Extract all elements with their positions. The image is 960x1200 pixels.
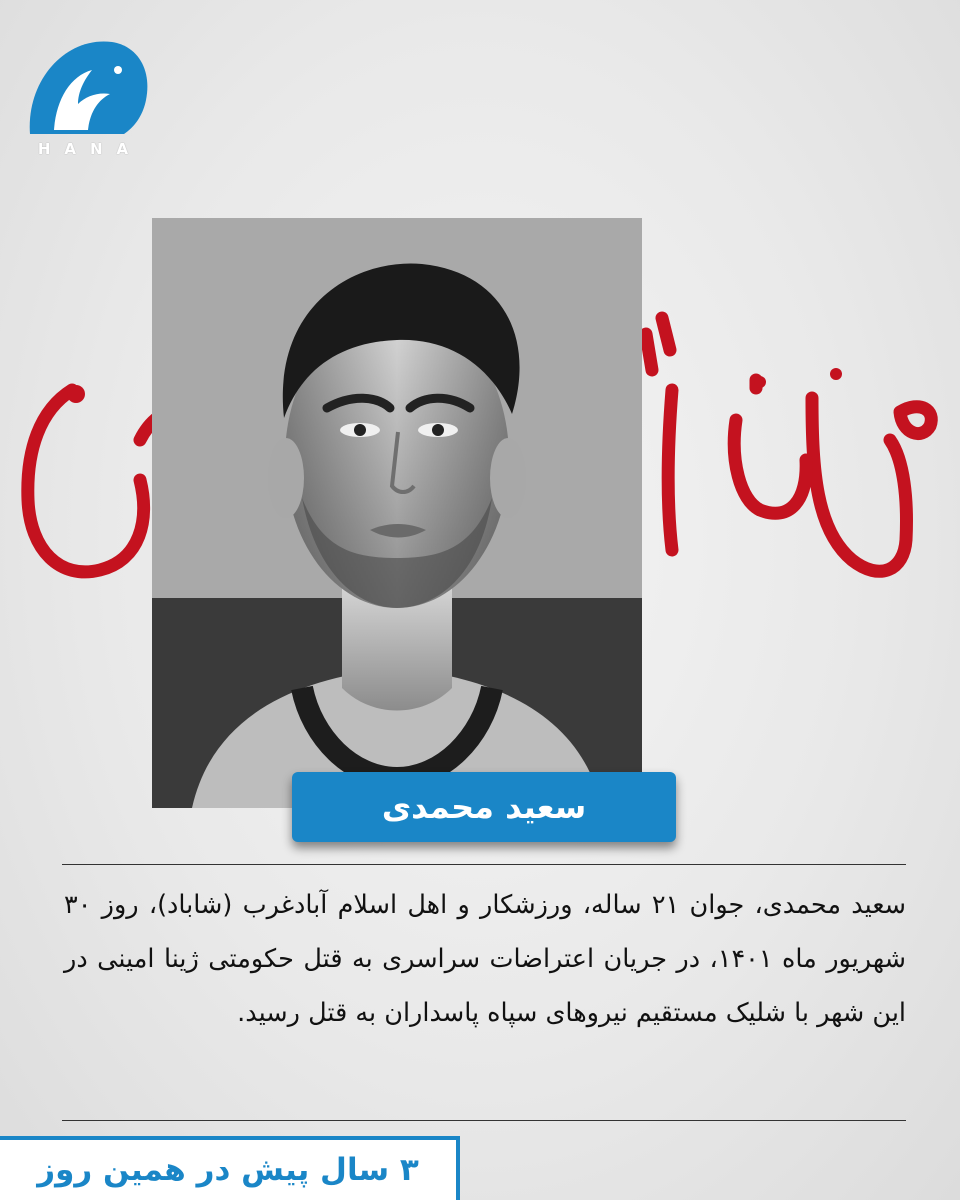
logo-wordmark: HANA: [37, 140, 143, 158]
bio-paragraph: سعید محمدی، جوان ۲۱ ساله، ورزشکار و اهل اسلام آبادغرب (شاباد)، روز ۳۰ شهریور ماه ۱۴۰۱، در جریان اعتراضات سراسری به قتل حکومتی ژینا امینی در این شهر با شلیک مستقیم نیروهای سپاه پاسداران به قتل رسید.: [64, 890, 906, 1028]
person-name: سعید محمدی: [381, 788, 587, 826]
footer-banner: [0, 1136, 460, 1200]
name-plate: [292, 772, 676, 842]
portrait-photo: [152, 218, 642, 808]
top-divider: [62, 864, 906, 865]
footer-label: ۳ سال پیش در همین روز: [37, 1152, 419, 1188]
bottom-divider: [62, 1120, 906, 1121]
